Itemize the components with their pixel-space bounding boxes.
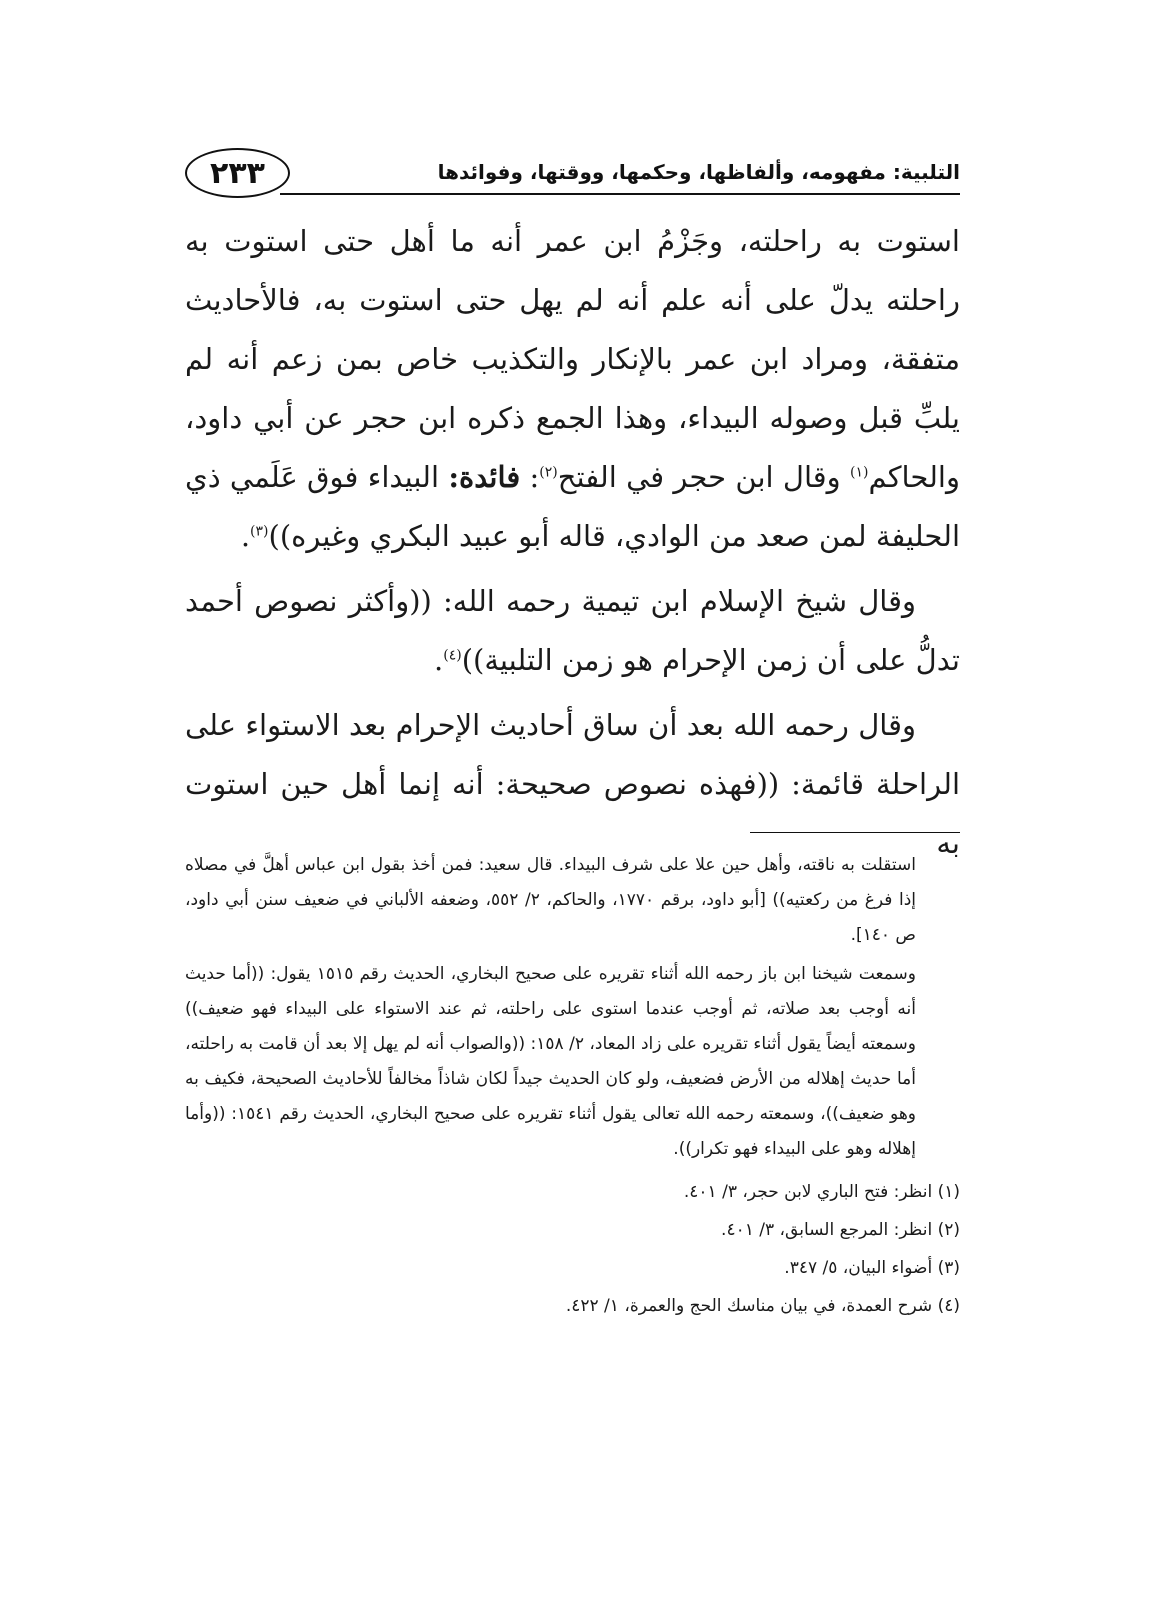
footnote-continuation-2: وسمعت شيخنا ابن باز رحمه الله أثناء تقريره على صحيح البخاري، الحديث رقم ١٥١٥ يقول: ((أما حديث أنه أوجب بعد صلاته، ثم أوجب عندما استوى على راحلته، ثم عند الاستواء على البيداء فهو ضعيف)) وسمعته أيضاً يقول أثناء تقريره على زاد المعاد، ٢/ ١٥٨: ((والصواب أنه لم يهل إلا بعد أن قامت به راحلته، أما حديث إهلاله من الأرض فضعيف، ولو كان الحديث جيداً لكان شاذاً مخالفاً للأحاديث الصحيحة، فكيف به وهو ضعيف))، وسمعته رحمه الله تعالى يقول أثناء تقريره على صحيح البخاري، الحديث رقم ١٥٤١: ((وأما إهلاله وهو على البيداء فهو تكرار)). [185, 964, 916, 1159]
footnotes [185, 848, 960, 1325]
running-title: التلبية: مفهومه، وألفاظها، وحكمها، ووقتها، وفوائدها [437, 160, 960, 184]
footnote-list [185, 1173, 960, 1325]
main-text [185, 212, 960, 873]
bold-term: فائدة: [448, 460, 521, 494]
footnote-ref-4[interactable]: (٤) [443, 647, 462, 664]
paragraph-1: استوت به راحلته، وجَزْمُ ابن عمر أنه ما أهل حتى استوت به راحلته يدلّ على أنه علم أنه لم يهل حتى استوت به، فالأحاديث متفقة، ومراد ابن عمر بالإنكار والتكذيب خاص بمن زعم أنه لم يلبِّ قبل وصوله البيداء، وهذا الجمع ذكره ابن حجر عن أبي داود، والحاكم$^{(١)}$ وقال ابن حجر في الفتح$^{(٢)}$: فائدة: البيداء فوق عَلَمي ذي الحليفة لمن صعد من الوادي، قاله أبو عبيد البكري وغيره))$^{(٣)}$. [185, 224, 960, 553]
footnote-ref-3[interactable]: (٣) [250, 523, 269, 540]
running-header [185, 148, 960, 206]
footnote-separator [750, 832, 960, 833]
paragraph-2: وقال شيخ الإسلام ابن تيمية رحمه الله: ((وأكثر نصوص أحمد تدلُّ على أن زمن الإحرام هو زمن التلبية))$^{(٤)}$. [185, 584, 960, 677]
footnote-2: (٢) انظر: المرجع السابق، ٣/ ٤٠١. [721, 1220, 960, 1240]
footnote-continuation-1: استقلت به ناقته، وأهل حين علا على شرف البيداء. قال سعيد: فمن أخذ بقول ابن عباس أهلَّ في مصلاه إذا فرغ من ركعتيه)) [أبو داود، برقم ١٧٧٠، والحاكم، ٢/ ٥٥٢، وضعفه الألباني في ضعيف سنن أبي داود، ص ١٤٠]. [185, 855, 916, 945]
footnote-4: (٤) شرح العمدة، في بيان مناسك الحج والعمرة، ١/ ٤٢٢. [565, 1296, 960, 1316]
footnote-ref-1[interactable]: (١) [849, 464, 869, 481]
paragraph-3: وقال رحمه الله بعد أن ساق أحاديث الإحرام بعد الاستواء على الراحلة قائمة: ((فهذه نصوص صحيحة: أنه إنما أهل حين استوت به [185, 708, 960, 860]
footnote-ref-2[interactable]: (٢) [539, 464, 558, 481]
page-number: ٢٣٣ [185, 148, 290, 198]
footnote-3: (٣) أضواء البيان، ٥/ ٣٤٧. [784, 1258, 960, 1278]
header-rule [280, 193, 960, 195]
footnote-1: (١) انظر: فتح الباري لابن حجر، ٣/ ٤٠١. [683, 1182, 960, 1202]
